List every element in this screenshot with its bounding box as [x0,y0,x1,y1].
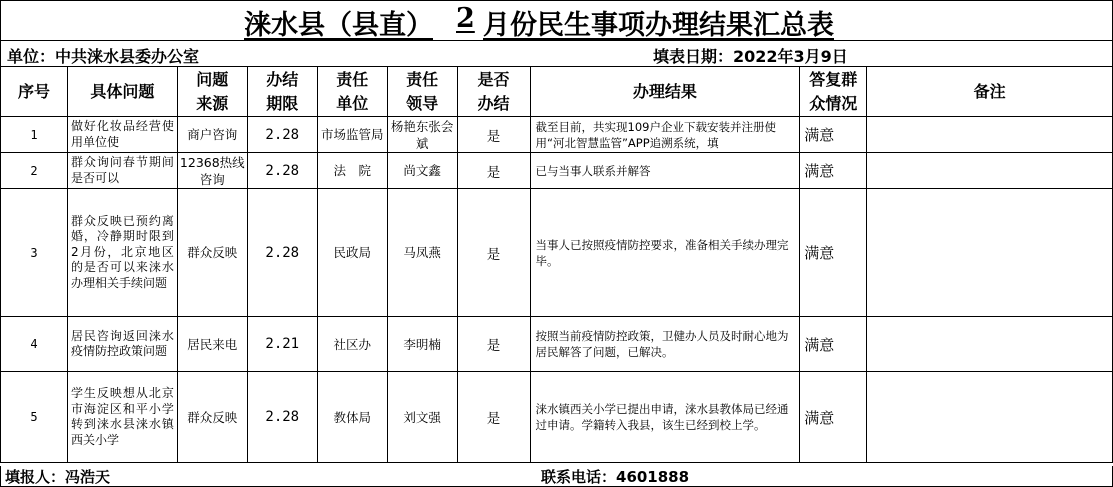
contact-phone: 联系电话：4601888 [541,468,690,486]
header-row [1,67,1113,117]
header-index: 序号 [1,67,68,117]
header-unit: 责任 单位 [317,67,387,117]
row-index: 5 [1,372,68,463]
footer [0,466,1113,487]
header-reply: 答复群 众情况 [800,67,867,117]
row-source: 12368热线咨询 [177,153,247,189]
header-note: 备注 [867,67,1113,117]
row-problem: 群众询问春节期间是否可以 [67,153,177,189]
row-result: 当事人已按照疫情防控要求，准备相关手续办理完毕。 [530,189,800,317]
header-problem: 具体问题 [67,67,177,117]
row-result: 已与当事人联系并解答 [530,153,800,189]
row-limit: 2.28 [247,372,317,463]
row-reply: 满意 [800,189,867,317]
row-done: 是 [457,317,530,372]
row-result: 涞水镇西关小学已提出申请，涞水县教体局已经通过申请。学籍转入我县，该生已经到校上学。 [530,372,800,463]
row-note [867,372,1113,463]
row-limit: 2.21 [247,317,317,372]
row-note [867,317,1113,372]
header-source: 问题 来源 [177,67,247,117]
row-limit: 2.28 [247,189,317,317]
unit-label: 单位：中共涞水县委办公室 [7,47,200,66]
header-leader: 责任 领导 [387,67,457,117]
row-note [867,153,1113,189]
row-done: 是 [457,153,530,189]
row-done: 是 [457,189,530,317]
row-reply: 满意 [800,317,867,372]
row-index: 2 [1,153,68,189]
row-leader: 刘文强 [387,372,457,463]
row-source: 居民来电 [177,317,247,372]
header-limit: 办结 期限 [247,67,317,117]
table-row [1,317,1113,372]
row-unit: 教体局 [317,372,387,463]
table-row [1,372,1113,463]
header-result: 办理结果 [530,67,800,117]
row-limit: 2.28 [247,117,317,153]
row-leader: 马凤燕 [387,189,457,317]
table-row [1,117,1113,153]
row-reply: 满意 [800,117,867,153]
unit-line [0,40,1113,66]
row-limit: 2.28 [247,153,317,189]
row-reply: 满意 [800,153,867,189]
fill-date: 填表日期：2022年3月9日 [653,47,848,66]
report-title [0,0,1113,40]
row-result: 截至目前，共实现109户企业下载安装并注册使用“河北智慧监管”APP追溯系统，填 [530,117,800,153]
row-unit: 民政局 [317,189,387,317]
row-unit: 法 院 [317,153,387,189]
row-note [867,117,1113,153]
row-reply: 满意 [800,372,867,463]
row-leader: 杨艳东张会斌 [387,117,457,153]
table-row [1,153,1113,189]
row-problem: 学生反映想从北京市海淀区和平小学转到涞水县涞水镇西关小学 [67,372,177,463]
row-leader: 尚文鑫 [387,153,457,189]
table-row [1,189,1113,317]
row-index: 4 [1,317,68,372]
title-prefix: 涞水县（县直） [244,10,433,41]
row-index: 3 [1,189,68,317]
row-problem: 做好化妆品经营使用单位使 [67,117,177,153]
summary-table [0,66,1113,463]
row-problem: 群众反映已预约离婚，冷静期时限到2月份，北京地区的是否可以来涞水办理相关手续问题 [67,189,177,317]
row-source: 群众反映 [177,189,247,317]
title-suffix: 月份民生事项办理结果汇总表 [483,10,834,41]
row-index: 1 [1,117,68,153]
reporter: 填报人：冯浩天 [5,468,111,486]
row-done: 是 [457,372,530,463]
row-source: 商户咨询 [177,117,247,153]
title-month: 2 [456,3,475,34]
header-done: 是否 办结 [457,67,530,117]
row-source: 群众反映 [177,372,247,463]
row-done: 是 [457,117,530,153]
row-note [867,189,1113,317]
row-unit: 市场监管局 [317,117,387,153]
row-problem: 居民咨询返回涞水疫情防控政策问题 [67,317,177,372]
row-result: 按照当前疫情防控政策，卫健办人员及时耐心地为居民解答了问题，已解决。 [530,317,800,372]
row-unit: 社区办 [317,317,387,372]
row-leader: 李明楠 [387,317,457,372]
